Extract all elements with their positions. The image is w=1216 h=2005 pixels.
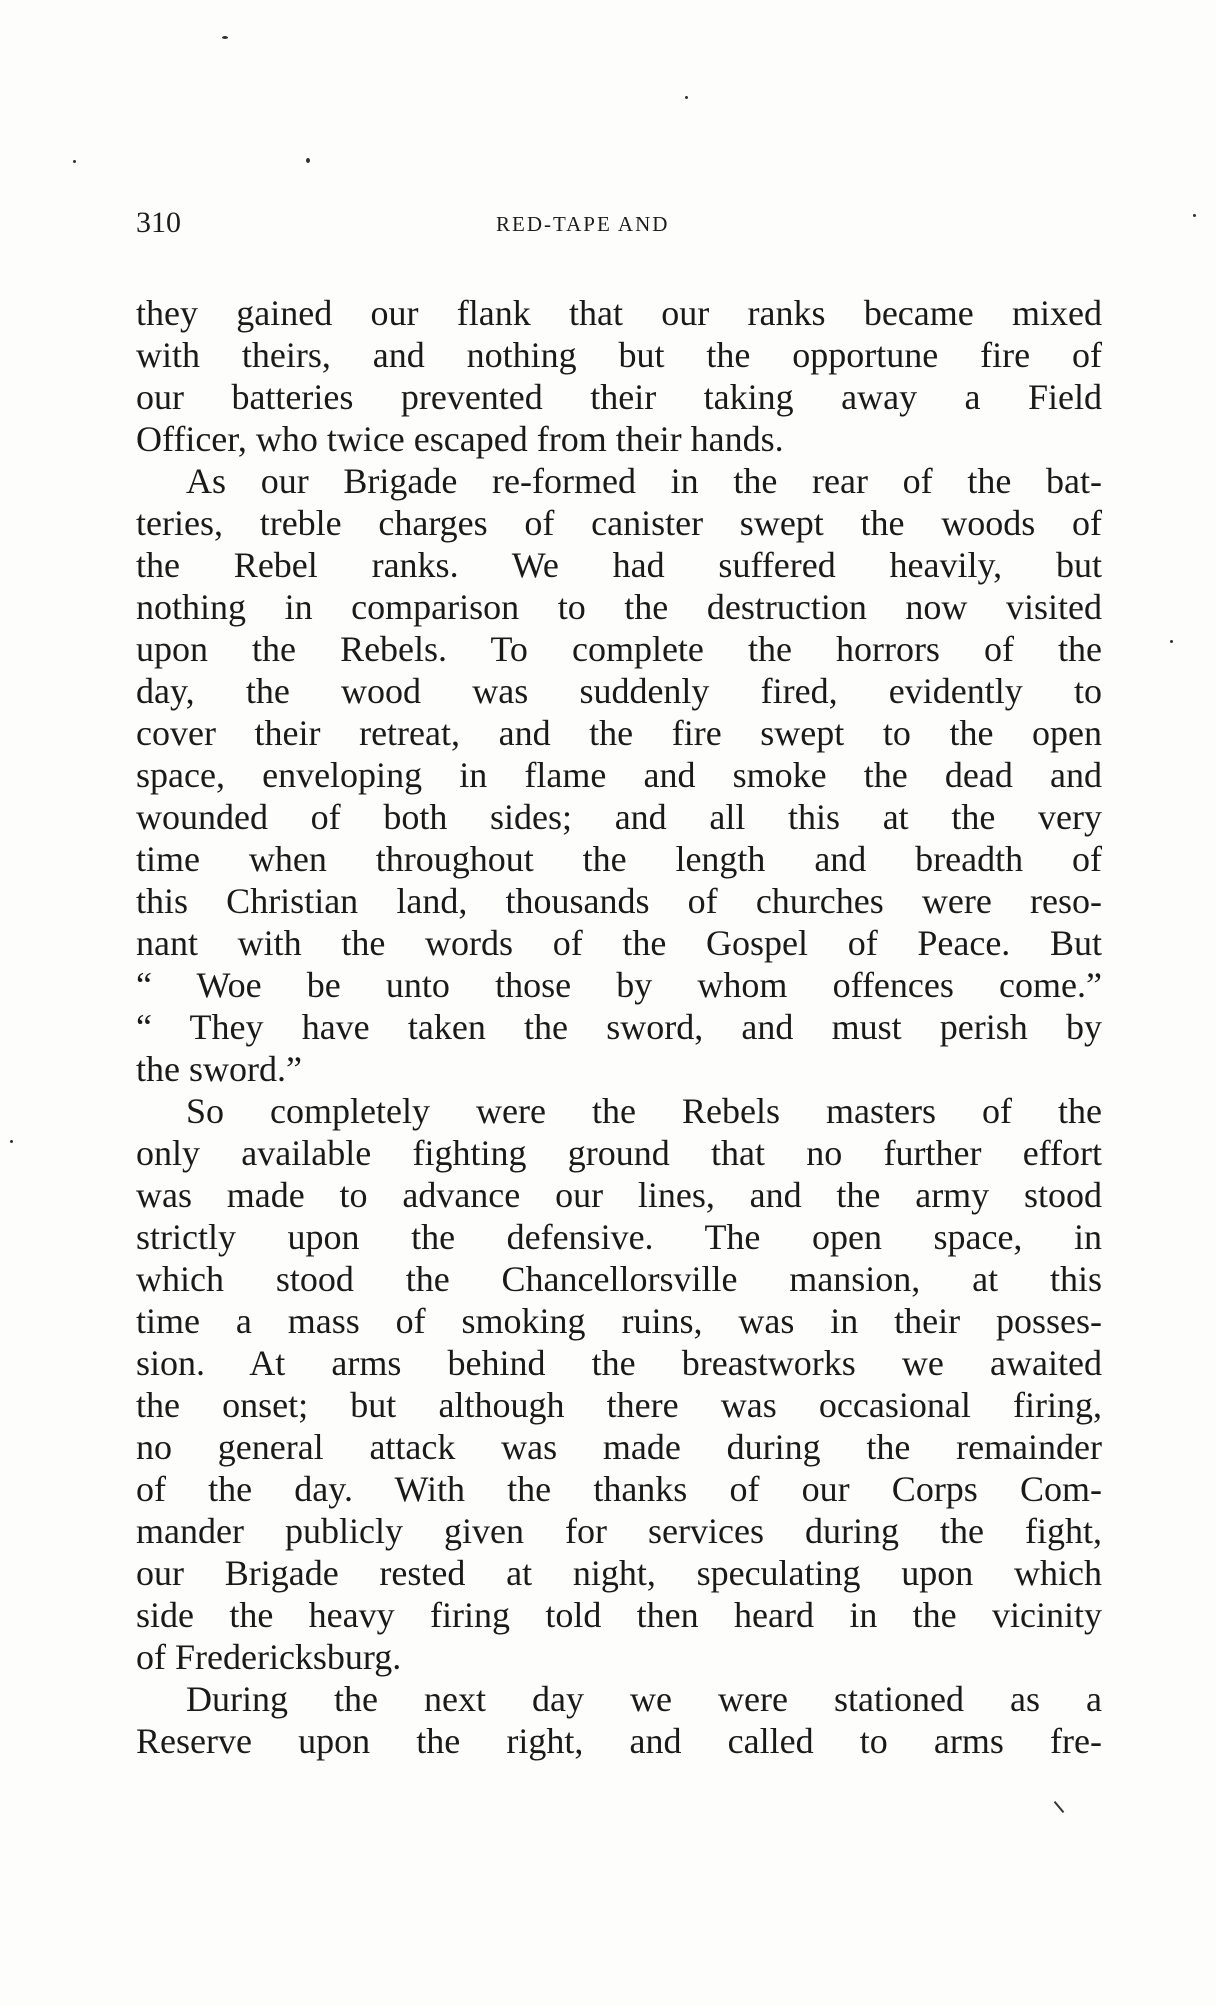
text-line: no general attack was made during the remainder xyxy=(136,1427,1102,1467)
text-line: the sword.” xyxy=(136,1049,302,1089)
text-line: space, enveloping in flame and smoke the dead and xyxy=(136,755,1102,795)
text-line: the onset; but although there was occasional firing, xyxy=(136,1385,1102,1425)
text-line: our batteries prevented their taking away a Field xyxy=(136,377,1102,417)
running-head: RED-TAPE AND xyxy=(496,212,670,236)
scan-speck xyxy=(1193,214,1196,217)
scan-speck xyxy=(222,36,228,39)
text-line: “ Woe be unto those by whom offences come.” xyxy=(136,965,1102,1005)
text-line: of the day. With the thanks of our Corps Com- xyxy=(136,1469,1102,1509)
page-header xyxy=(136,206,1146,246)
text-line: nant with the words of the Gospel of Peace. But xyxy=(136,923,1102,963)
paragraph xyxy=(136,292,1102,460)
paragraph xyxy=(136,1678,1102,1762)
text-line: mander publicly given for services during the fight, xyxy=(136,1511,1102,1551)
text-line: they gained our flank that our ranks became mixed xyxy=(136,293,1102,333)
text-line: sion. At arms behind the breastworks we awaited xyxy=(136,1343,1102,1383)
text-line: Reserve upon the right, and called to arms fre- xyxy=(136,1721,1102,1761)
scan-speck xyxy=(685,96,688,99)
paragraph xyxy=(136,460,1102,1090)
text-line: our Brigade rested at night, speculating upon which xyxy=(136,1553,1102,1593)
text-line: cover their retreat, and the fire swept to the open xyxy=(136,713,1102,753)
scan-speck xyxy=(306,158,310,163)
paragraph xyxy=(136,1090,1102,1678)
scan-speck xyxy=(1054,1801,1065,1813)
scan-speck xyxy=(73,160,76,163)
text-line: Officer, who twice escaped from their hands. xyxy=(136,419,784,459)
text-line: day, the wood was suddenly fired, evidently to xyxy=(136,671,1102,711)
text-line: only available fighting ground that no further effort xyxy=(136,1133,1102,1173)
scan-speck xyxy=(10,1140,13,1143)
text-line: During the next day we were stationed as a xyxy=(186,1679,1102,1719)
text-line: of Fredericksburg. xyxy=(136,1637,402,1677)
page-number: 310 xyxy=(136,206,181,239)
text-line: time when throughout the length and breadth of xyxy=(136,839,1102,879)
text-line: the Rebel ranks. We had suffered heavily, but xyxy=(136,545,1102,585)
text-line: upon the Rebels. To complete the horrors of the xyxy=(136,629,1102,669)
scan-speck xyxy=(1170,640,1173,643)
text-line: this Christian land, thousands of churches were reso- xyxy=(136,881,1102,921)
text-line: side the heavy firing told then heard in the vicinity xyxy=(136,1595,1102,1635)
text-line: with theirs, and nothing but the opportune fire of xyxy=(136,335,1102,375)
text-line: “ They have taken the sword, and must perish by xyxy=(136,1007,1102,1047)
text-line: time a mass of smoking ruins, was in their posses- xyxy=(136,1301,1102,1341)
text-line: was made to advance our lines, and the army stood xyxy=(136,1175,1102,1215)
text-line: As our Brigade re-formed in the rear of the bat- xyxy=(186,461,1102,501)
text-line: teries, treble charges of canister swept the woods of xyxy=(136,503,1102,543)
text-line: wounded of both sides; and all this at the very xyxy=(136,797,1102,837)
text-line: strictly upon the defensive. The open space, in xyxy=(136,1217,1102,1257)
text-line: nothing in comparison to the destruction now visited xyxy=(136,587,1102,627)
text-line: which stood the Chancellorsville mansion, at this xyxy=(136,1259,1102,1299)
text-line: So completely were the Rebels masters of the xyxy=(186,1091,1102,1131)
body-text xyxy=(136,292,1102,1762)
